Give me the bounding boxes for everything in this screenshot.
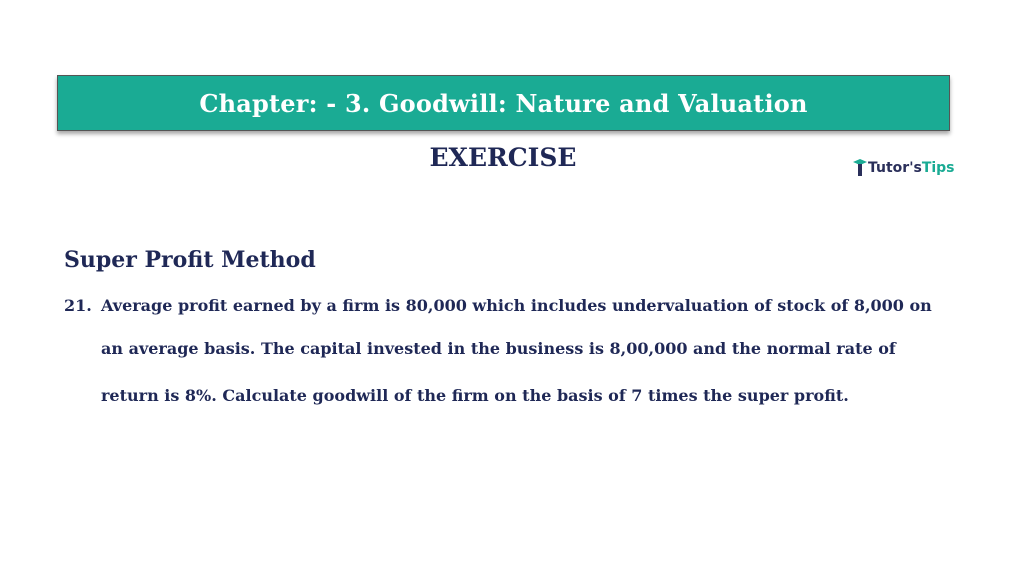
chapter-banner <box>57 75 950 131</box>
question-line: an average basis. The capital invested in the business is 8,00,000 and the normal rate of <box>101 339 896 358</box>
section-heading: Super Profit Method <box>64 247 316 273</box>
question-line: Average profit earned by a firm is 80,000 which includes undervaluation of stock of 8,000 on <box>101 296 932 315</box>
logo-text-tips: Tips <box>921 160 955 176</box>
graduation-cap-icon <box>852 158 868 178</box>
question-line: return is 8%. Calculate goodwill of the firm on the basis of 7 times the super profit. <box>101 386 849 405</box>
question-number: 21. <box>64 296 92 315</box>
logo-text-tutors: Tutor's <box>868 160 922 176</box>
exercise-heading: EXERCISE <box>429 143 577 172</box>
tutors-tips-logo <box>852 154 962 182</box>
chapter-title: Chapter: - 3. Goodwill: Nature and Valuation <box>199 88 808 118</box>
